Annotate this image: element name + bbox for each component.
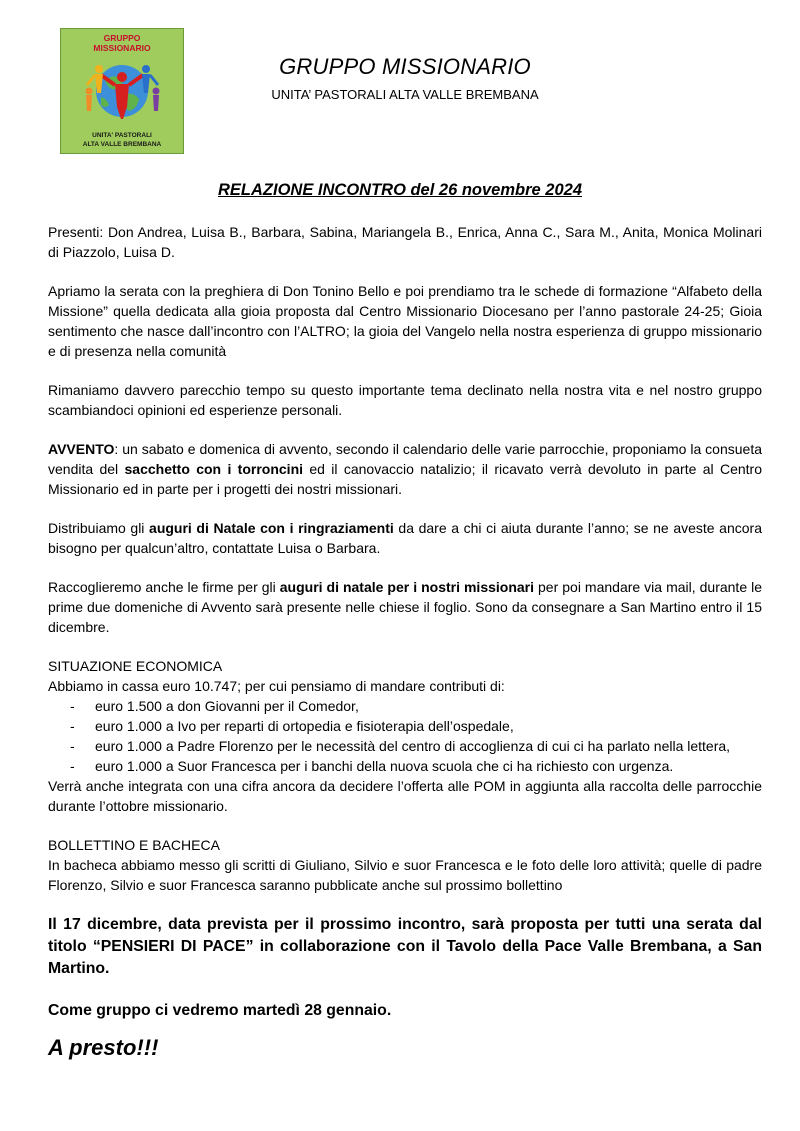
economics-outro: Verrà anche integrata con una cifra ancora da decidere l’offerta alle POM in aggiunta alla raccolta delle parrocchie durante l’ottobre missionario. (48, 778, 762, 814)
signatures-paragraph (48, 577, 762, 637)
report-title: RELAZIONE INCONTRO del 26 novembre 2024 (217, 181, 582, 199)
greetings-paragraph (48, 518, 762, 558)
logo-bottom-text-1: UNITA' PASTORALI (92, 132, 152, 139)
opening-paragraph: Apriamo la serata con la preghiera di Don Tonino Bello e poi prendiamo tra le schede di formazione “Alfabeto della Missione” quella dedicata alla gioia proposta dal Centro Missionario Diocesano per l’anno pastorale 24-25; Gioia sentimento che nasce dall’incontro con l’ALTRO; la gioia del Vangelo nella nostra esperienza di gruppo missionario e di presenza nella comunità (48, 283, 762, 359)
advent-text-1: : un sabato e domenica di avvento, secondo il calendario delle varie parrocchie, proponiamo la consueta vendita del (48, 441, 762, 477)
header-title: GRUPPO MISSIONARIO (279, 54, 531, 79)
economics-heading: SITUAZIONE ECONOMICA (48, 658, 223, 674)
logo-top-text-2: MISSIONARIO (93, 43, 151, 53)
list-item: - euro 1.500 a don Giovanni per il Comedor, (48, 696, 762, 716)
list-item: - euro 1.000 a Suor Francesca per i banchi della nuova scuola che ci ha richiesto con urgenza. (48, 756, 762, 776)
theme-paragraph: Rimaniamo davvero parecchio tempo su questo importante tema declinato nella nostra vita e nel nostro gruppo scambiandoci opinioni ed esperienze personali. (48, 382, 762, 418)
bulletin-text: In bacheca abbiamo messo gli scritti di Giuliano, Silvio e suor Francesca e le foto delle loro attività; quelle di padre Florenzo, Silvio e suor Francesca saranno pubblicate anche sul prossimo bollettino (48, 857, 762, 893)
advent-paragraph (48, 439, 762, 499)
advent-label: AVVENTO (48, 441, 115, 457)
greetings-text-1: Distribuiamo gli (48, 520, 150, 536)
signatures-bold-1: auguri di natale per i nostri missionari (279, 579, 535, 595)
logo-graphic (61, 29, 183, 153)
greetings-bold-1: auguri di Natale con i ringraziamenti (149, 520, 394, 536)
closing-greeting: A presto!!! (48, 1035, 159, 1060)
logo-top-text-1: GRUPPO (103, 33, 141, 43)
economics-intro: Abbiamo in cassa euro 10.747; per cui pensiamo di mandare contributi di: (48, 678, 505, 694)
header-subtitle: UNITA’ PASTORALI ALTA VALLE BREMBANA (271, 87, 539, 102)
list-item: - euro 1.000 a Ivo per reparti di ortopedia e fisioterapia dell’ospedale, (48, 716, 762, 736)
january-meeting-line: Come gruppo ci vedremo martedì 28 gennaio. (48, 1002, 392, 1019)
advent-text-2: ed il canovaccio natalizio; il ricavato verrà devoluto in parte al Centro Missionario ed in parte per i progetti dei nostri missionari. (48, 461, 762, 497)
signatures-text-2: per poi mandare via mail, durante le prime due domeniche di Avvento sarà presente nelle chiese il foglio. Sono da consegnare a San Martino entro il 15 dicembre. (48, 579, 762, 635)
report-body (48, 222, 762, 1058)
logo-bottom-text-2: ALTA VALLE BREMBANA (82, 141, 162, 148)
group-logo (60, 28, 184, 154)
contributions-list (48, 696, 762, 776)
signatures-text-1: Raccoglieremo anche le firme per gli (48, 579, 280, 595)
list-item: - euro 1.000 a Padre Florenzo per le necessità del centro di accoglienza di cui ci ha parlato nella lettera, (48, 736, 762, 756)
greetings-text-2: da dare a chi ci aiuta durante l’anno; se ne aveste ancora bisogno per qualcun’altro, contattate Luisa o Barbara. (48, 520, 762, 556)
next-meeting-paragraph: Il 17 dicembre, data prevista per il prossimo incontro, sarà proposta per tutti una serata dal titolo “PENSIERI DI PACE” in collaborazione con il Tavolo della Pace Valle Brembana, a San Martino. (48, 916, 762, 977)
attendees-paragraph: Presenti: Don Andrea, Luisa B., Barbara, Sabina, Mariangela B., Enrica, Anna C., Sara M., Anita, Monica Molinari di Piazzolo, Luisa D. (48, 224, 762, 260)
bulletin-heading: BOLLETTINO E BACHECA (48, 837, 220, 853)
advent-bold-1: sacchetto con i torroncini (124, 461, 304, 477)
